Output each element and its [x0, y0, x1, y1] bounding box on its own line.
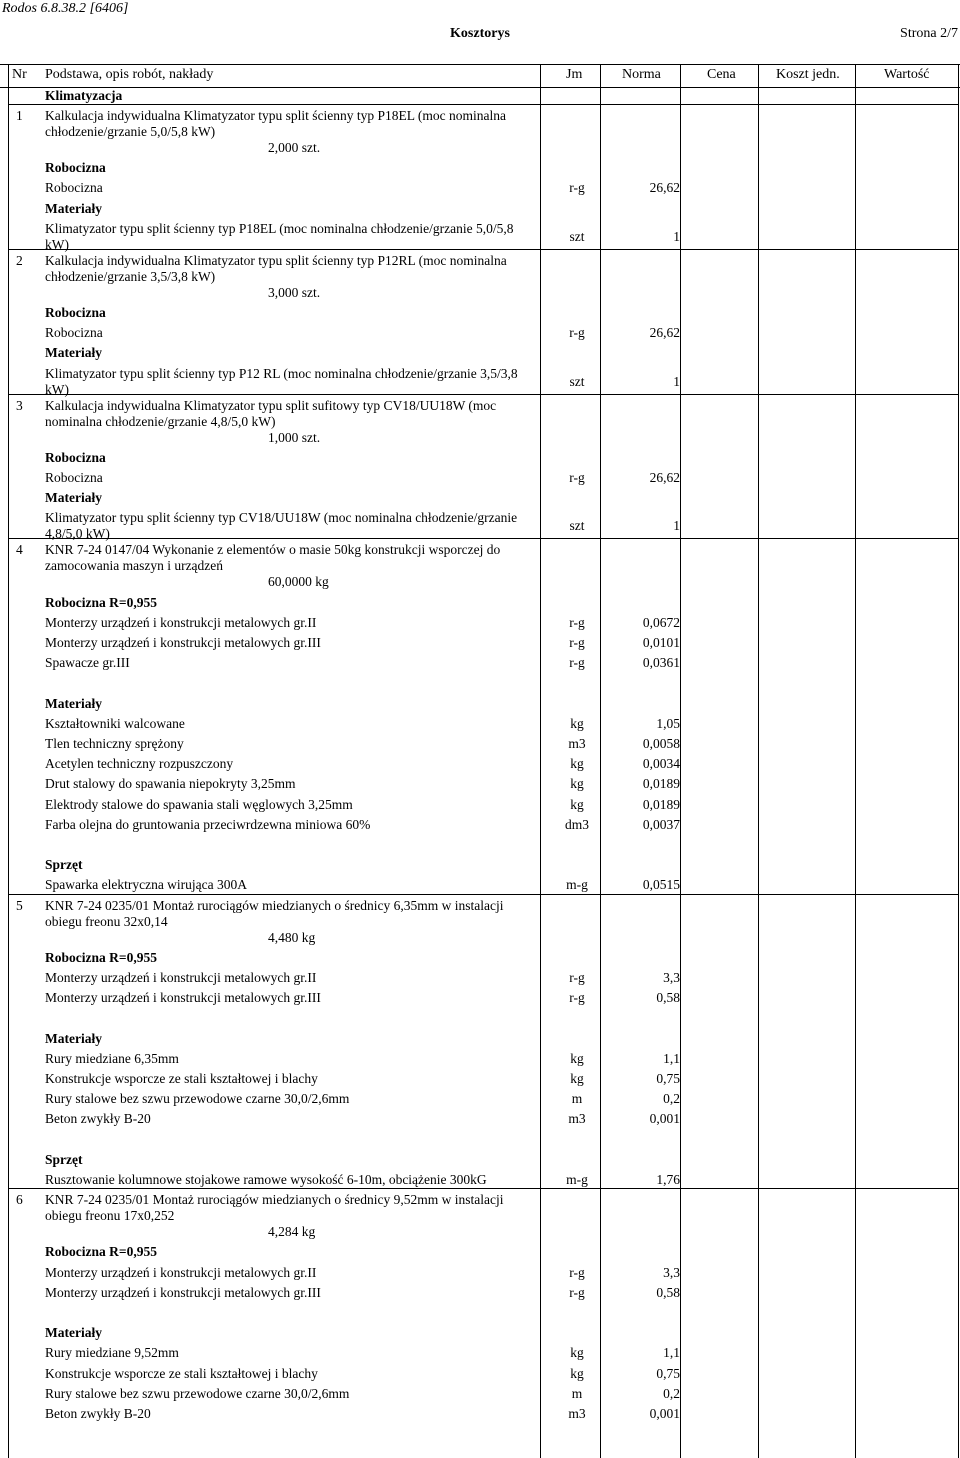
row-description: Farba olejna do gruntowania przeciwrdzewna miniowa 60% [45, 816, 371, 832]
unit-cell: r-g [569, 990, 585, 1006]
group-heading: Materiały [45, 1325, 102, 1341]
unit-cell: szt [569, 373, 585, 389]
group-heading: Sprzęt [45, 857, 83, 873]
norma-cell: 0,2 [663, 1385, 680, 1401]
norma-cell: 0,0037 [642, 816, 680, 832]
group-heading: Materiały [45, 490, 102, 506]
row-description: Tlen techniczny sprężony [45, 736, 184, 751]
unit-cell: kg [570, 1071, 584, 1086]
norma-cell: 1 [673, 373, 680, 389]
norma-cell: 26,62 [649, 470, 680, 485]
position-quantity: 60,0000 kg [268, 574, 329, 590]
row-description: Rury stalowe bez szwu przewodowe czarne 30,0/2,6mm [45, 1091, 350, 1107]
position-quantity: 2,000 szt. [268, 140, 321, 155]
norma-cell: 1,1 [663, 1345, 680, 1361]
row-description: Beton zwykły B-20 [45, 1111, 151, 1127]
row-description: Monterzy urządzeń i konstrukcji metalowych gr.III [45, 1284, 321, 1300]
row-description: Robocizna [45, 325, 103, 341]
row-description: Konstrukcje wsporcze ze stali kształtowej i blachy [45, 1071, 318, 1086]
position-separator [8, 894, 958, 895]
column-divider [540, 64, 541, 86]
row-description: KNR 7-24 0147/04 Wykonanie z elementów o masie 50kg konstrukcji wsporczej do zamocowania maszyn i urządzeń [45, 542, 501, 574]
norma-cell: 0,58 [656, 990, 680, 1006]
col-koszt: Koszt jedn. [776, 67, 840, 82]
col-nr: Nr [12, 67, 27, 82]
position-number: 2 [16, 252, 23, 268]
group-heading: Robocizna R=0,955 [45, 949, 157, 965]
norma-cell: 0,75 [656, 1365, 680, 1381]
position-number: 1 [16, 108, 23, 123]
position-quantity: 3,000 szt. [268, 284, 321, 300]
column-divider [8, 86, 9, 1458]
norma-cell: 3,3 [663, 970, 680, 985]
row-description: Rury stalowe bez szwu przewodowe czarne 30,0/2,6mm [45, 1385, 350, 1401]
row-description: Rusztowanie kolumnowe stojakowe ramowe wysokość 6-10m, obciążenie 300kG [45, 1172, 487, 1187]
group-heading: Materiały [45, 1030, 102, 1046]
unit-cell: kg [570, 1365, 584, 1381]
norma-cell: 0,0515 [642, 877, 680, 893]
row-description: Monterzy urządzeń i konstrukcji metalowych gr.II [45, 1264, 317, 1280]
unit-cell: r-g [569, 470, 585, 485]
section-title: Klimatyzacja [45, 88, 123, 103]
unit-cell: m [571, 1385, 583, 1401]
unit-cell: kg [570, 796, 584, 812]
row-description: Rury miedziane 9,52mm [45, 1345, 179, 1361]
column-divider [680, 64, 681, 86]
unit-cell: r-g [569, 635, 585, 650]
norma-cell: 26,62 [649, 180, 680, 196]
row-description: Klimatyzator typu split ścienny typ P18EL (moc nominalna chłodzenie/grzanie 5,0/5,8 kW) [45, 220, 514, 252]
row-description: Kalkulacja indywidualna Klimatyzator typu split sufitowy typ CV18/UU18W (moc nominalna chłodzenie/grzanie 4,8/5,0 kW) [45, 397, 497, 429]
norma-cell: 1,76 [656, 1172, 680, 1187]
column-divider [958, 86, 959, 1458]
position-quantity: 1,000 szt. [268, 429, 321, 445]
group-heading: Robocizna [45, 305, 106, 320]
unit-cell: r-g [569, 1264, 585, 1280]
position-separator [8, 249, 958, 250]
norma-cell: 1 [673, 518, 680, 534]
app-version: Rodos 6.8.38.2 [6406] [2, 1, 129, 16]
position-separator [8, 538, 958, 539]
page-header [0, 0, 960, 50]
row-description: Acetylen techniczny rozpuszczony [45, 756, 234, 772]
unit-cell: r-g [569, 614, 585, 630]
position-number: 3 [16, 397, 23, 413]
row-description: Kształtowniki walcowane [45, 715, 185, 731]
unit-cell: kg [570, 715, 584, 731]
norma-cell: 0,0101 [642, 635, 680, 650]
document-title: Kosztorys [450, 26, 510, 41]
column-divider [958, 64, 959, 86]
norma-cell: 1,05 [656, 715, 680, 731]
row-description: Monterzy urządzeń i konstrukcji metalowych gr.II [45, 970, 317, 985]
norma-cell: 0,2 [663, 1091, 680, 1107]
norma-cell: 0,58 [656, 1284, 680, 1300]
norma-cell: 1 [673, 228, 680, 244]
row-description: Robocizna [45, 180, 103, 196]
norma-cell: 0,0672 [642, 614, 680, 630]
unit-cell: m-g [566, 1172, 588, 1187]
group-heading: Materiały [45, 695, 102, 711]
position-number: 6 [16, 1192, 23, 1208]
row-description: Drut stalowy do spawania niepokryty 3,25mm [45, 776, 296, 792]
row-description: Spawarka elektryczna wirująca 300A [45, 877, 248, 893]
unit-cell: m3 [568, 1111, 586, 1127]
unit-cell: m3 [568, 1406, 586, 1421]
group-heading: Materiały [45, 345, 102, 361]
norma-cell: 0,001 [649, 1111, 680, 1127]
row-description: Rury miedziane 6,35mm [45, 1050, 179, 1066]
column-divider [855, 86, 856, 1458]
position-separator [8, 1188, 958, 1189]
row-description: KNR 7-24 0235/01 Montaż rurociągów miedzianych o średnicy 9,52mm w instalacji obiegu freonu 17x0,252 [45, 1192, 504, 1224]
unit-cell: kg [570, 1345, 584, 1361]
norma-cell: 0,0189 [642, 796, 680, 812]
row-description: Monterzy urządzeń i konstrukcji metalowych gr.II [45, 614, 317, 630]
unit-cell: szt [569, 228, 585, 244]
unit-cell: kg [570, 756, 584, 772]
row-description: Spawacze gr.III [45, 655, 130, 671]
page-number: Strona 2/7 [900, 26, 958, 41]
unit-cell: r-g [569, 970, 585, 985]
position-quantity: 4,480 kg [268, 929, 316, 945]
unit-cell: szt [569, 518, 585, 534]
row-description: Kalkulacja indywidualna Klimatyzator typu split ścienny typ P18EL (moc nominalna chłodzenie/grzanie 5,0/5,8 kW) [45, 108, 507, 139]
unit-cell: kg [570, 1050, 584, 1066]
norma-cell: 0,0361 [642, 655, 680, 671]
norma-cell: 26,62 [649, 325, 680, 341]
col-cena: Cena [707, 67, 736, 82]
unit-cell: kg [570, 776, 584, 792]
unit-cell: r-g [569, 325, 585, 341]
row-description: Robocizna [45, 470, 103, 485]
norma-cell: 0,75 [656, 1071, 680, 1086]
row-description: Klimatyzator typu split ścienny typ P12 RL (moc nominalna chłodzenie/grzanie 3,5/3,8 kW) [45, 365, 518, 397]
column-divider [540, 86, 541, 1458]
col-desc: Podstawa, opis robót, nakłady [45, 67, 214, 82]
norma-cell: 0,001 [649, 1406, 680, 1421]
column-header-row [0, 64, 960, 88]
row-description: Monterzy urządzeń i konstrukcji metalowych gr.III [45, 635, 321, 650]
group-heading: Robocizna R=0,955 [45, 1244, 157, 1260]
column-divider [758, 86, 759, 1458]
unit-cell: r-g [569, 180, 585, 196]
position-number: 4 [16, 542, 23, 558]
group-heading: Sprzęt [45, 1151, 83, 1167]
row-description: KNR 7-24 0235/01 Montaż rurociągów miedzianych o średnicy 6,35mm w instalacji obiegu freonu 32x0,14 [45, 897, 504, 929]
norma-cell: 1,1 [663, 1050, 680, 1066]
column-divider [8, 64, 9, 86]
group-heading: Materiały [45, 200, 102, 216]
column-divider [600, 64, 601, 86]
col-jm: Jm [566, 67, 583, 82]
unit-cell: r-g [569, 655, 585, 671]
column-divider [600, 86, 601, 1458]
row-description: Monterzy urządzeń i konstrukcji metalowych gr.III [45, 990, 321, 1006]
position-quantity: 4,284 kg [268, 1224, 316, 1240]
column-divider [758, 64, 759, 86]
norma-cell: 0,0034 [642, 756, 680, 772]
group-heading: Robocizna R=0,955 [45, 594, 157, 610]
position-number: 5 [16, 897, 23, 913]
col-wartosc: Wartość [884, 67, 930, 82]
row-description: Kalkulacja indywidualna Klimatyzator typu split ścienny typ P12RL (moc nominalna chłodzenie/grzanie 3,5/3,8 kW) [45, 252, 507, 284]
norma-cell: 0,0058 [642, 736, 680, 751]
position-separator [8, 104, 958, 105]
unit-cell: m-g [566, 877, 588, 893]
row-description: Konstrukcje wsporcze ze stali kształtowej i blachy [45, 1365, 318, 1381]
col-norma: Norma [622, 67, 661, 82]
group-heading: Robocizna [45, 160, 106, 176]
row-description: Beton zwykły B-20 [45, 1406, 151, 1421]
unit-cell: dm3 [564, 816, 589, 832]
row-description: Klimatyzator typu split ścienny typ CV18/UU18W (moc nominalna chłodzenie/grzanie 4,8/5,0 kW) [45, 510, 518, 542]
norma-cell: 3,3 [663, 1264, 680, 1280]
unit-cell: m [571, 1091, 583, 1107]
position-separator [8, 394, 958, 395]
column-divider [855, 64, 856, 86]
unit-cell: r-g [569, 1284, 585, 1300]
group-heading: Robocizna [45, 449, 106, 465]
norma-cell: 0,0189 [642, 776, 680, 792]
unit-cell: m3 [568, 736, 586, 751]
row-description: Elektrody stalowe do spawania stali węglowych 3,25mm [45, 796, 353, 812]
column-divider [680, 86, 681, 1458]
